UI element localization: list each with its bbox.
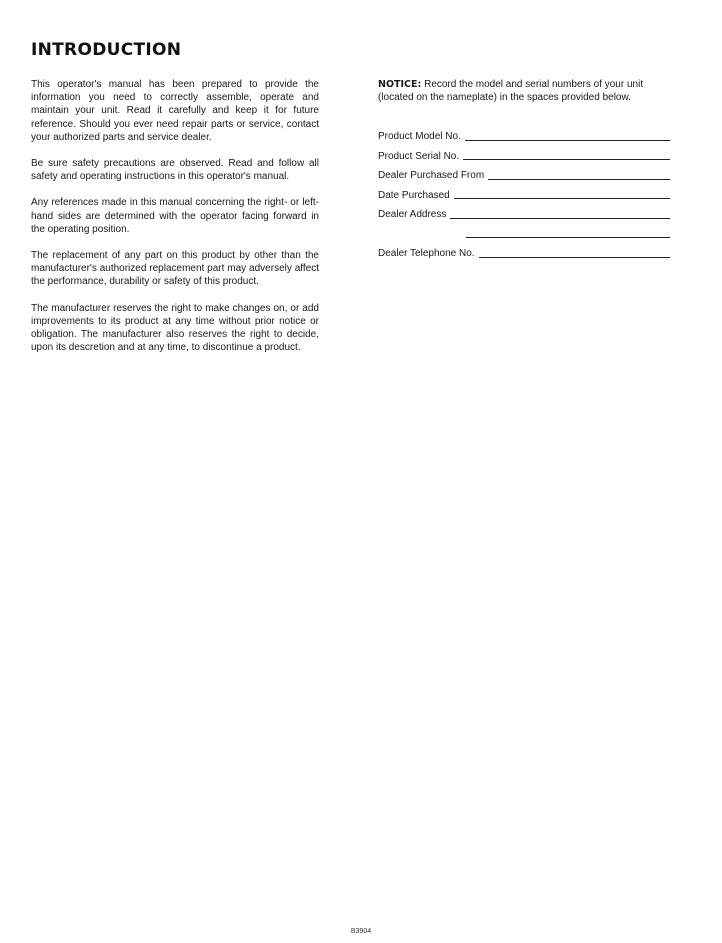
dealer-from-blank[interactable] (488, 179, 670, 180)
dealer-from-label: Dealer Purchased From (378, 170, 485, 182)
date-purchased-blank[interactable] (454, 198, 670, 199)
page-title: INTRODUCTION (31, 40, 182, 60)
serial-number-blank[interactable] (463, 159, 670, 160)
model-number-row (378, 124, 670, 144)
dealer-address-row-2 (378, 222, 670, 242)
dealer-address-label: Dealer Address (378, 209, 447, 221)
dealer-address-row (378, 202, 670, 222)
intro-paragraph-rights: The manufacturer reserves the right to make changes on, or add improvements to its product at any time without prior notice or obligation. The manufacturer also reserves the right to decide, upon its descretion and at any time, to discontinue a product. (31, 302, 319, 354)
notice-label: NOTICE: (378, 79, 422, 90)
date-purchased-label: Date Purchased (378, 189, 450, 201)
intro-text-column (31, 78, 319, 367)
record-section (378, 78, 670, 260)
record-form (378, 124, 670, 261)
intro-paragraph-replacement: The replacement of any part on this product by other than the manufacturer's authorized replacement part may adversely affect the performance, durability or safety of this product. (31, 250, 319, 288)
dealer-phone-label: Dealer Telephone No. (378, 248, 475, 260)
notice-body: Record the model and serial numbers of your unit (located on the nameplate) in the spaces provided below. (378, 79, 644, 104)
dealer-address-blank-2[interactable] (466, 237, 670, 238)
dealer-from-row (378, 163, 670, 183)
notice-text (378, 78, 670, 104)
dealer-phone-blank[interactable] (479, 257, 670, 258)
serial-number-label: Product Serial No. (378, 150, 460, 162)
intro-paragraph-safety: Be sure safety precautions are observed. Read and follow all safety and operating instructions in this operator's manual. (31, 158, 319, 183)
model-number-blank[interactable] (465, 140, 670, 141)
serial-number-row (378, 144, 670, 164)
page-footer-code: B3904 (350, 928, 372, 935)
dealer-phone-row (378, 241, 670, 261)
date-purchased-row (378, 183, 670, 203)
dealer-address-blank[interactable] (450, 218, 670, 219)
intro-paragraph-purpose: This operator's manual has been prepared to provide the information you need to correctly assemble, operate and maintain your unit. Read it carefully and keep it for future reference. Should you ever need repair parts or service, contact your authorized parts and service dealer. (31, 79, 319, 143)
model-number-label: Product Model No. (378, 131, 461, 143)
intro-paragraph-orientation: Any references made in this manual concerning the right- or left-hand sides are determined with the operator facing forward in the operating position. (31, 197, 319, 235)
